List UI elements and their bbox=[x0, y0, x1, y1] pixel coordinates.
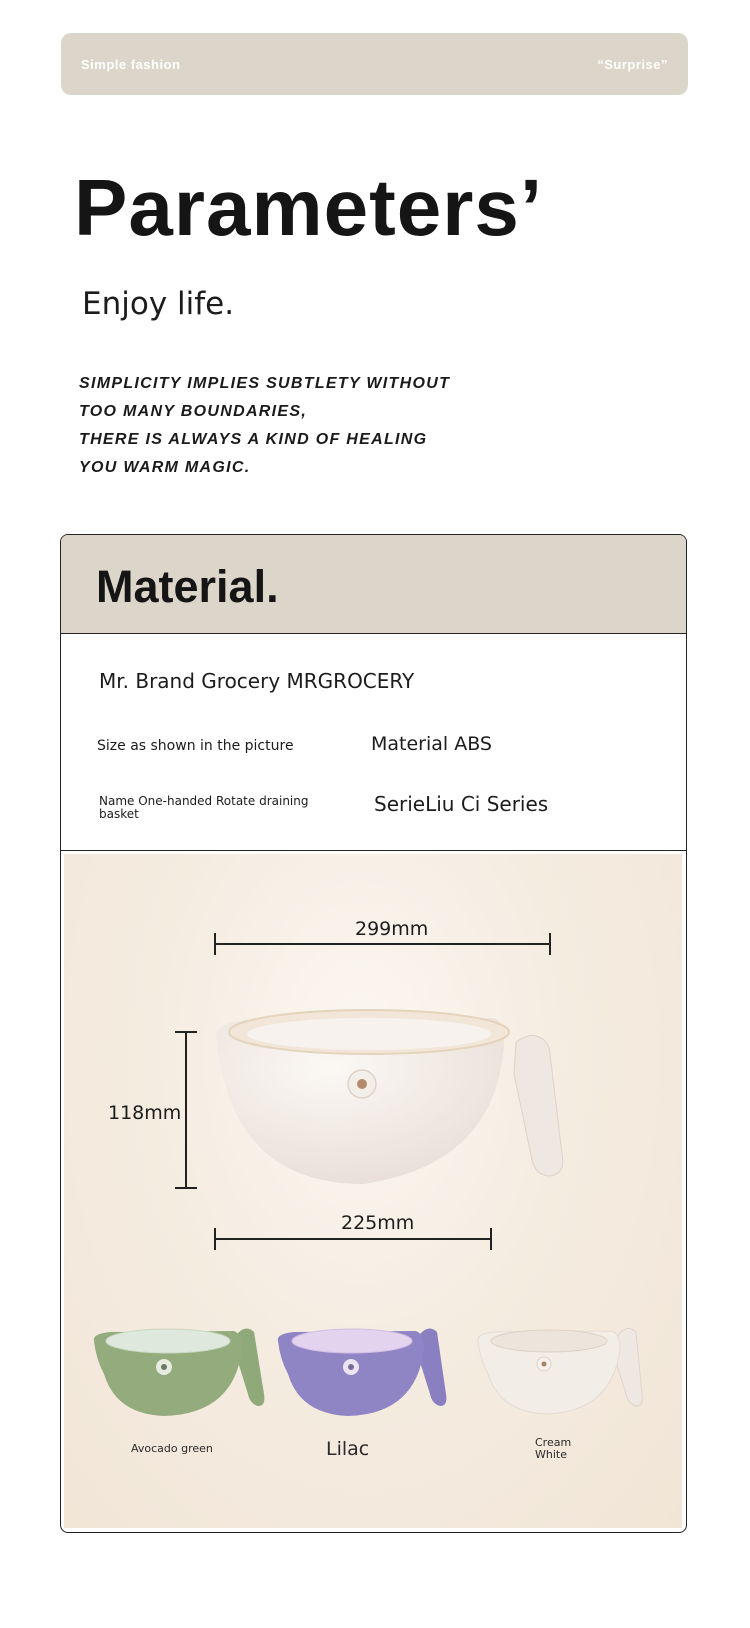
tagline-line: SIMPLICITY IMPLIES SUBTLETY WITHOUT bbox=[79, 375, 451, 392]
variant-bowl-green bbox=[94, 1328, 265, 1416]
tagline-line: TOO MANY BOUNDARIES, bbox=[79, 403, 308, 420]
spec-table bbox=[61, 634, 686, 851]
product-illustration bbox=[64, 854, 682, 1528]
spec-series: SerieLiu Ci Series bbox=[374, 792, 549, 816]
tagline-line: YOU WARM MAGIC. bbox=[79, 459, 251, 476]
header-right-text: “Surprise” bbox=[597, 57, 668, 72]
tagline-line: THERE IS ALWAYS A KIND OF HEALING bbox=[79, 431, 428, 448]
page-subtitle: Enjoy life. bbox=[82, 286, 235, 322]
material-panel bbox=[60, 534, 687, 1533]
product-photo bbox=[64, 854, 682, 1528]
main-bowl bbox=[216, 1010, 563, 1184]
material-heading: Material. bbox=[96, 561, 279, 612]
material-header bbox=[61, 535, 686, 634]
header-banner bbox=[61, 33, 688, 95]
spec-brand: Mr. Brand Grocery MRGROCERY bbox=[99, 669, 415, 693]
variant-bowl-lilac bbox=[278, 1328, 447, 1416]
base-dimension-label: 225mm bbox=[341, 1212, 415, 1234]
width-dimension-label: 299mm bbox=[355, 918, 429, 940]
spec-size: Size as shown in the picture bbox=[97, 738, 294, 754]
height-dimension-label: 118mm bbox=[108, 1102, 182, 1124]
page-title: Parameters’ bbox=[74, 163, 544, 252]
variant-label-lilac: Lilac bbox=[326, 1438, 370, 1460]
variant-label-green: Avocado green bbox=[131, 1442, 213, 1455]
tagline bbox=[79, 370, 450, 482]
spec-name: Name One-handed Rotate draining basket bbox=[99, 794, 309, 821]
spec-material: Material ABS bbox=[371, 733, 492, 755]
variant-label-cream: Cream White bbox=[535, 1436, 572, 1461]
header-left-text: Simple fashion bbox=[81, 57, 181, 72]
variant-bowl-cream bbox=[478, 1328, 643, 1414]
